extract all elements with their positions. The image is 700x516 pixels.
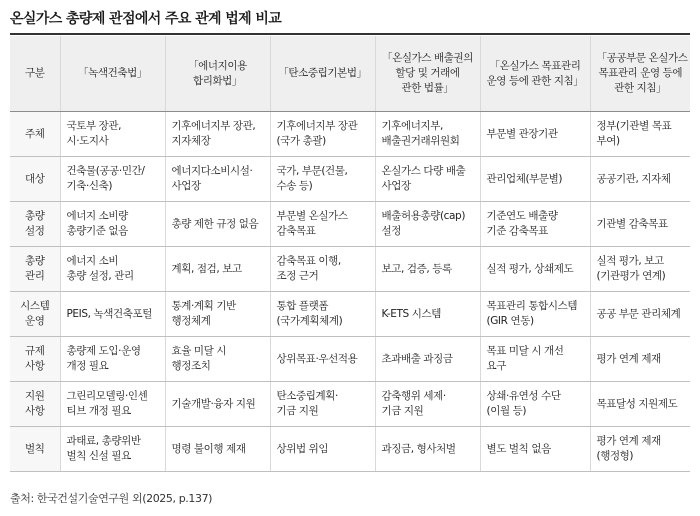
table-cell: 통계·계획 기반 행정체계 (165, 292, 270, 337)
table-row (10, 157, 690, 202)
table-top-rule (10, 33, 690, 35)
table-cell: 통합 플랫폼 (국가계획체계) (270, 292, 375, 337)
table-cell: 과징금, 형사처벌 (375, 427, 480, 472)
comparison-table (10, 36, 690, 472)
table-cell: 기관별 감축목표 (590, 202, 690, 247)
table-row (10, 427, 690, 472)
table-row (10, 202, 690, 247)
table-cell: 총량제 도입·운영 개정 필요 (60, 337, 165, 382)
table-cell: 온실가스 다량 배출 사업장 (375, 157, 480, 202)
table-cell: 공공기관, 지자체 (590, 157, 690, 202)
table-cell: 국가, 부문(건물, 수송 등) (270, 157, 375, 202)
table-cell: 과태료, 총량위반 벌칙 신설 필요 (60, 427, 165, 472)
header-green-building-act: 「녹색건축법」 (60, 36, 165, 112)
row-label: 벌칙 (10, 427, 60, 472)
header-energy-use-act: 「에너지이용 합리화법」 (165, 36, 270, 112)
table-cell: PEIS, 녹색건축포털 (60, 292, 165, 337)
row-label: 주체 (10, 112, 60, 157)
table-row (10, 382, 690, 427)
table-cell: 보고, 검증, 등록 (375, 247, 480, 292)
row-label: 규제 사항 (10, 337, 60, 382)
table-cell: 관리업체(부문별) (480, 157, 590, 202)
row-label: 시스템 운영 (10, 292, 60, 337)
table-cell: 국토부 장관, 시·도지사 (60, 112, 165, 157)
header-category: 구분 (10, 36, 60, 112)
header-public-sector-guideline: 「공공부문 온실가스 목표관리 운영 등에 관한 지침」 (590, 36, 690, 112)
table-cell: 감축행위 세제· 기금 지원 (375, 382, 480, 427)
table-cell: 실적 평가, 보고 (기관평가 연계) (590, 247, 690, 292)
table-cell: 기후에너지부 장관, 지자체장 (165, 112, 270, 157)
table-cell: 목표관리 통합시스템 (GIR 연동) (480, 292, 590, 337)
header-emissions-trading-act: 「온실가스 배출권의 할당 및 거래에 관한 법률」 (375, 36, 480, 112)
table-row (10, 337, 690, 382)
table-cell: 목표 미달 시 개선 요구 (480, 337, 590, 382)
header-target-management-guideline: 「온실가스 목표관리 운영 등에 관한 지침」 (480, 36, 590, 112)
row-label: 대상 (10, 157, 60, 202)
table-cell: 상위법 위임 (270, 427, 375, 472)
table-cell: 별도 벌칙 없음 (480, 427, 590, 472)
table-cell: 그린리모델링·인센 티브 개정 필요 (60, 382, 165, 427)
row-label: 총량 설정 (10, 202, 60, 247)
table-cell: 계획, 점검, 보고 (165, 247, 270, 292)
table-cell: 기후에너지부, 배출권거래위원회 (375, 112, 480, 157)
page-title: 온실가스 총량제 관점에서 주요 관계 법제 비교 (10, 11, 282, 27)
table-cell: 상쇄·유연성 수단 (이월 등) (480, 382, 590, 427)
table-header-row (10, 36, 690, 112)
table-cell: 부문별 온실가스 감축목표 (270, 202, 375, 247)
table-cell: 기준연도 배출량 기준 감축목표 (480, 202, 590, 247)
table-cell: 감축목표 이행, 조정 근거 (270, 247, 375, 292)
table-cell: 실적 평가, 상쇄제도 (480, 247, 590, 292)
table-row (10, 292, 690, 337)
table-cell: 기술개발·융자 지원 (165, 382, 270, 427)
table-cell: 평가 연계 제재 (행정형) (590, 427, 690, 472)
table-row (10, 247, 690, 292)
table-cell: 에너지 소비량 총량기준 없음 (60, 202, 165, 247)
table-cell: 명령 불이행 제재 (165, 427, 270, 472)
table-row (10, 112, 690, 157)
table-cell: 총량 제한 규정 없음 (165, 202, 270, 247)
table-cell: 평가 연계 제재 (590, 337, 690, 382)
table-cell: 에너지 소비 총량 설정, 관리 (60, 247, 165, 292)
table-cell: 건축물(공공·민간/ 기축·신축) (60, 157, 165, 202)
table-cell: 정부(기관별 목표 부여) (590, 112, 690, 157)
table-body (10, 112, 690, 472)
table-cell: 효율 미달 시 행정조치 (165, 337, 270, 382)
table-cell: 에너지다소비시설· 사업장 (165, 157, 270, 202)
source-note: 출처: 한국건설기술연구원 외(2025, p.137) (10, 492, 213, 505)
table-cell: 탄소중립계획· 기금 지원 (270, 382, 375, 427)
table-cell: 초과배출 과징금 (375, 337, 480, 382)
row-label: 지원 사항 (10, 382, 60, 427)
table-cell: 목표달성 지원제도 (590, 382, 690, 427)
table-cell: 기후에너지부 장관 (국가 총괄) (270, 112, 375, 157)
table-cell: 상위목표·우선적용 (270, 337, 375, 382)
table-cell: 공공 부문 관리체계 (590, 292, 690, 337)
table-cell: 부문별 관장기관 (480, 112, 590, 157)
row-label: 총량 관리 (10, 247, 60, 292)
header-carbon-neutral-act: 「탄소중립기본법」 (270, 36, 375, 112)
table-cell: K-ETS 시스템 (375, 292, 480, 337)
table-cell: 배출허용총량(cap) 설정 (375, 202, 480, 247)
